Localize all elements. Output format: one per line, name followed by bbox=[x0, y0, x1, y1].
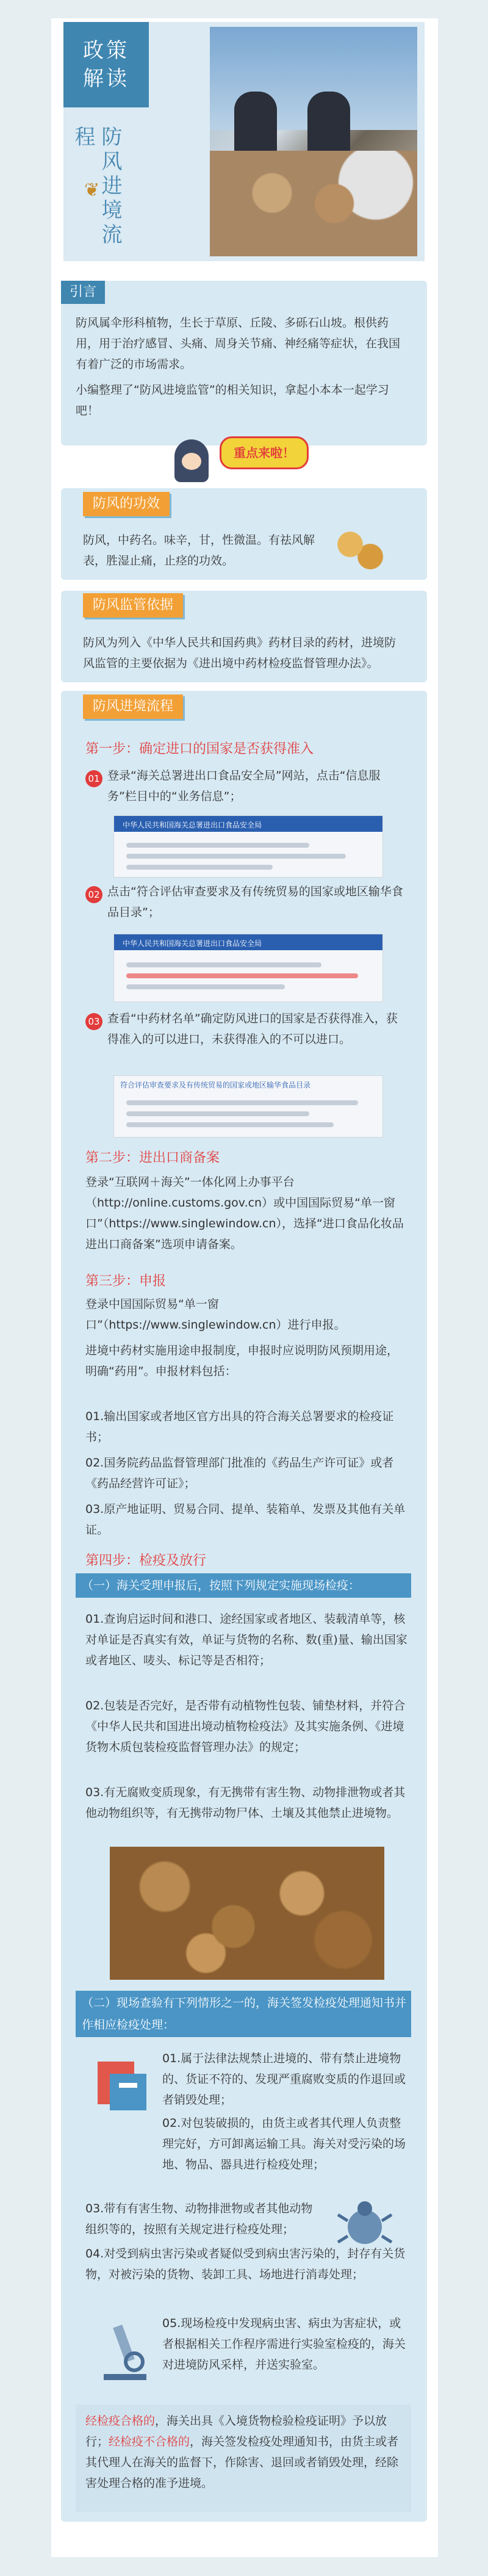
intro-label: 引言 bbox=[61, 281, 105, 304]
efficacy-label: 防风的功效 bbox=[83, 492, 170, 516]
step3-material-3: 03.原产地证明、贸易合同、提单、装箱单、发票及其他有关单证。 bbox=[85, 1503, 406, 1537]
step2-title: 第二步：进出口商备案 bbox=[85, 1150, 220, 1166]
policy-badge bbox=[63, 22, 149, 107]
result-note-text bbox=[85, 2411, 403, 2494]
screenshot-2 bbox=[113, 934, 383, 1002]
step4-title: 第四步：检疫及放行 bbox=[85, 1553, 207, 1568]
herb-slices-image bbox=[110, 1847, 384, 1980]
step3-material-1: 01.输出国家或者地区官方出具的符合海关总署要求的检疫证书； bbox=[85, 1410, 394, 1444]
photo-herb-pile bbox=[210, 151, 417, 256]
step4-handling-3: 03.带有有害生物、动物排泄物或者其他动物组织等的，按照有关规定进行检疫处理； bbox=[85, 2202, 313, 2236]
step2-text: 登录“互联网＋海关”一体化网上办事平台（http://online.customs.gov.cn）或中国国际贸易“单一窗口”（https://www.singlewindow.cn），选择“进口食品化妆品进出口商备案”选项申请备案。 bbox=[85, 1175, 404, 1251]
fail-label: 经检疫不合格的 bbox=[109, 2435, 190, 2448]
step1-number-2: 02 bbox=[85, 886, 102, 903]
screenshot-3-title: 符合评估审查要求及有传统贸易的国家或地区输华食品目录 bbox=[120, 1081, 311, 1089]
badge-line2: 解读 bbox=[83, 67, 129, 91]
highlight-burst: 重点来啦！ bbox=[220, 436, 309, 469]
intro-paragraph-2: 小编整理了“防风进境监管”的相关知识，拿起小本本一起学习吧！ bbox=[76, 383, 389, 417]
step1-number-3: 03 bbox=[85, 1013, 102, 1030]
efficacy-text: 防风，中药名。味辛，甘，性微温。有祛风解表，胜湿止痛，止痉的功效。 bbox=[83, 533, 315, 568]
step1-item-3: 查看“中药材名单”确定防风进口的国家是否获得准入，获得准入的可以进口，未获得准入的不可以进口。 bbox=[107, 1012, 398, 1046]
step4-handling-1: 01.属于法律法规禁止进境的、带有禁止进境物的、货证不符的、发现严重腐败变质的作退回或者销毁处理； bbox=[162, 2052, 406, 2107]
badge-line1: 政策 bbox=[83, 38, 129, 63]
screenshot-1-title: 中华人民共和国海关总署进出口食品安全局 bbox=[123, 821, 262, 829]
screenshot-1 bbox=[113, 815, 383, 878]
step4-check-3: 03.有无腐败变质现象，有无携带有害生物、动物排泄物或者其他动物组织等，有无携带动物尸体、土壤及其他禁止进境物。 bbox=[85, 1786, 406, 1820]
header-banner bbox=[63, 22, 425, 261]
step4-handling-2: 02.对包装破损的，由货主或者其代理人负责整理完好，方可卸离运输工具。海关对受污染的场地、物品、器具进行检疫处理； bbox=[162, 2116, 406, 2171]
header-photo bbox=[210, 27, 417, 256]
step4-handling-5: 05.现场检疫中发现病虫害、病虫为害症状，或者根据相关工作程序需进行实验室检疫的，海关对进境防风采样，并送实验室。 bbox=[162, 2317, 406, 2372]
step1-number-1: 01 bbox=[85, 770, 102, 787]
supervision-text: 防风为列入《中华人民共和国药典》药材目录的药材，进境防风监管的主要依据为《进出境中药材检疫监督管理办法》。 bbox=[83, 636, 396, 670]
police-mascot-icon bbox=[174, 439, 209, 482]
step3-paragraph-2: 进境中药材实施用途申报制度，申报时应说明防风预期用途，明确“药用”。申报材料包括： bbox=[85, 1344, 399, 1378]
fail-text: ，海关签发检疫处理通知书，由货主或者其代理人在海关的监督下，作除害、退回或者销毁处理，经除害处理合格的准予进境。 bbox=[85, 2435, 399, 2490]
step4-check-1: 01.查询启运时间和港口、途经国家或者地区、装载清单等，核对单证是否真实有效，单证与货物的名称、数(重)量、输出国家或者地区、唛头、标记等是否相符； bbox=[85, 1612, 407, 1667]
step3-title: 第三步：申报 bbox=[85, 1274, 167, 1289]
step4-bar-1: （一）海关受理申报后，按照下列规定实施现场检疫： bbox=[76, 1573, 411, 1598]
step3-material-2: 02.国务院药品监督管理部门批准的《药品生产许可证》或者《药品经营许可证》； bbox=[85, 1456, 394, 1490]
step4-bar-2: （二）现场查验有下列情形之一的，海关签发检疫处理通知书并作相应检疫处理： bbox=[76, 1991, 411, 2037]
process-label: 防风进境流程 bbox=[83, 695, 183, 719]
supervision-label: 防风监管依据 bbox=[83, 593, 183, 618]
step3-paragraph-1: 登录中国国际贸易“单一窗口”（https://www.singlewindow.cn）进行申报。 bbox=[85, 1297, 346, 1332]
step4-handling-4: 04.对受到病虫害污染或者疑似受到病虫害污染的，封存有关货物，对被污染的货物、装卸工具、场地进行消毒处理； bbox=[85, 2247, 406, 2281]
step1-item-1: 登录“海关总署进出口食品安全局”网站，点击“信息服务”栏目中的“业务信息”； bbox=[107, 769, 381, 803]
step1-item-2: 点击“符合评估审查要求及有传统贸易的国家或地区输华食品目录”； bbox=[107, 885, 403, 919]
microscope-icon bbox=[92, 2313, 152, 2386]
intro-paragraph-1: 防风属伞形科植物，生长于草原、丘陵、多砾石山坡。根供药用，用于治疗感冒、头痛、周身关节痛、神经痛等症状，在我国有着广泛的市场需求。 bbox=[76, 316, 401, 371]
herb-icon: ❦ bbox=[84, 179, 100, 201]
step1-title: 第一步：确定进口的国家是否获得准入 bbox=[85, 741, 314, 757]
step4-check-2: 02.包装是否完好，是否带有动植物性包装、铺垫材料，并符合《中华人民共和国进出境动植物检疫法》及其实施条例、《进境货物木质包装检疫监督管理办法》的规定； bbox=[85, 1699, 406, 1754]
pass-text: ，海关出具《入境货物检验检疫证明》予以放行； bbox=[85, 2414, 387, 2448]
screenshot-2-title: 中华人民共和国海关总署进出口食品安全局 bbox=[123, 939, 262, 948]
pass-label: 经检疫合格的 bbox=[85, 2414, 156, 2428]
screenshot-3 bbox=[113, 1075, 383, 1138]
root-herb-icon bbox=[323, 525, 390, 574]
package-icon bbox=[92, 2049, 152, 2116]
page-title: 防风进境流程 bbox=[71, 126, 122, 248]
